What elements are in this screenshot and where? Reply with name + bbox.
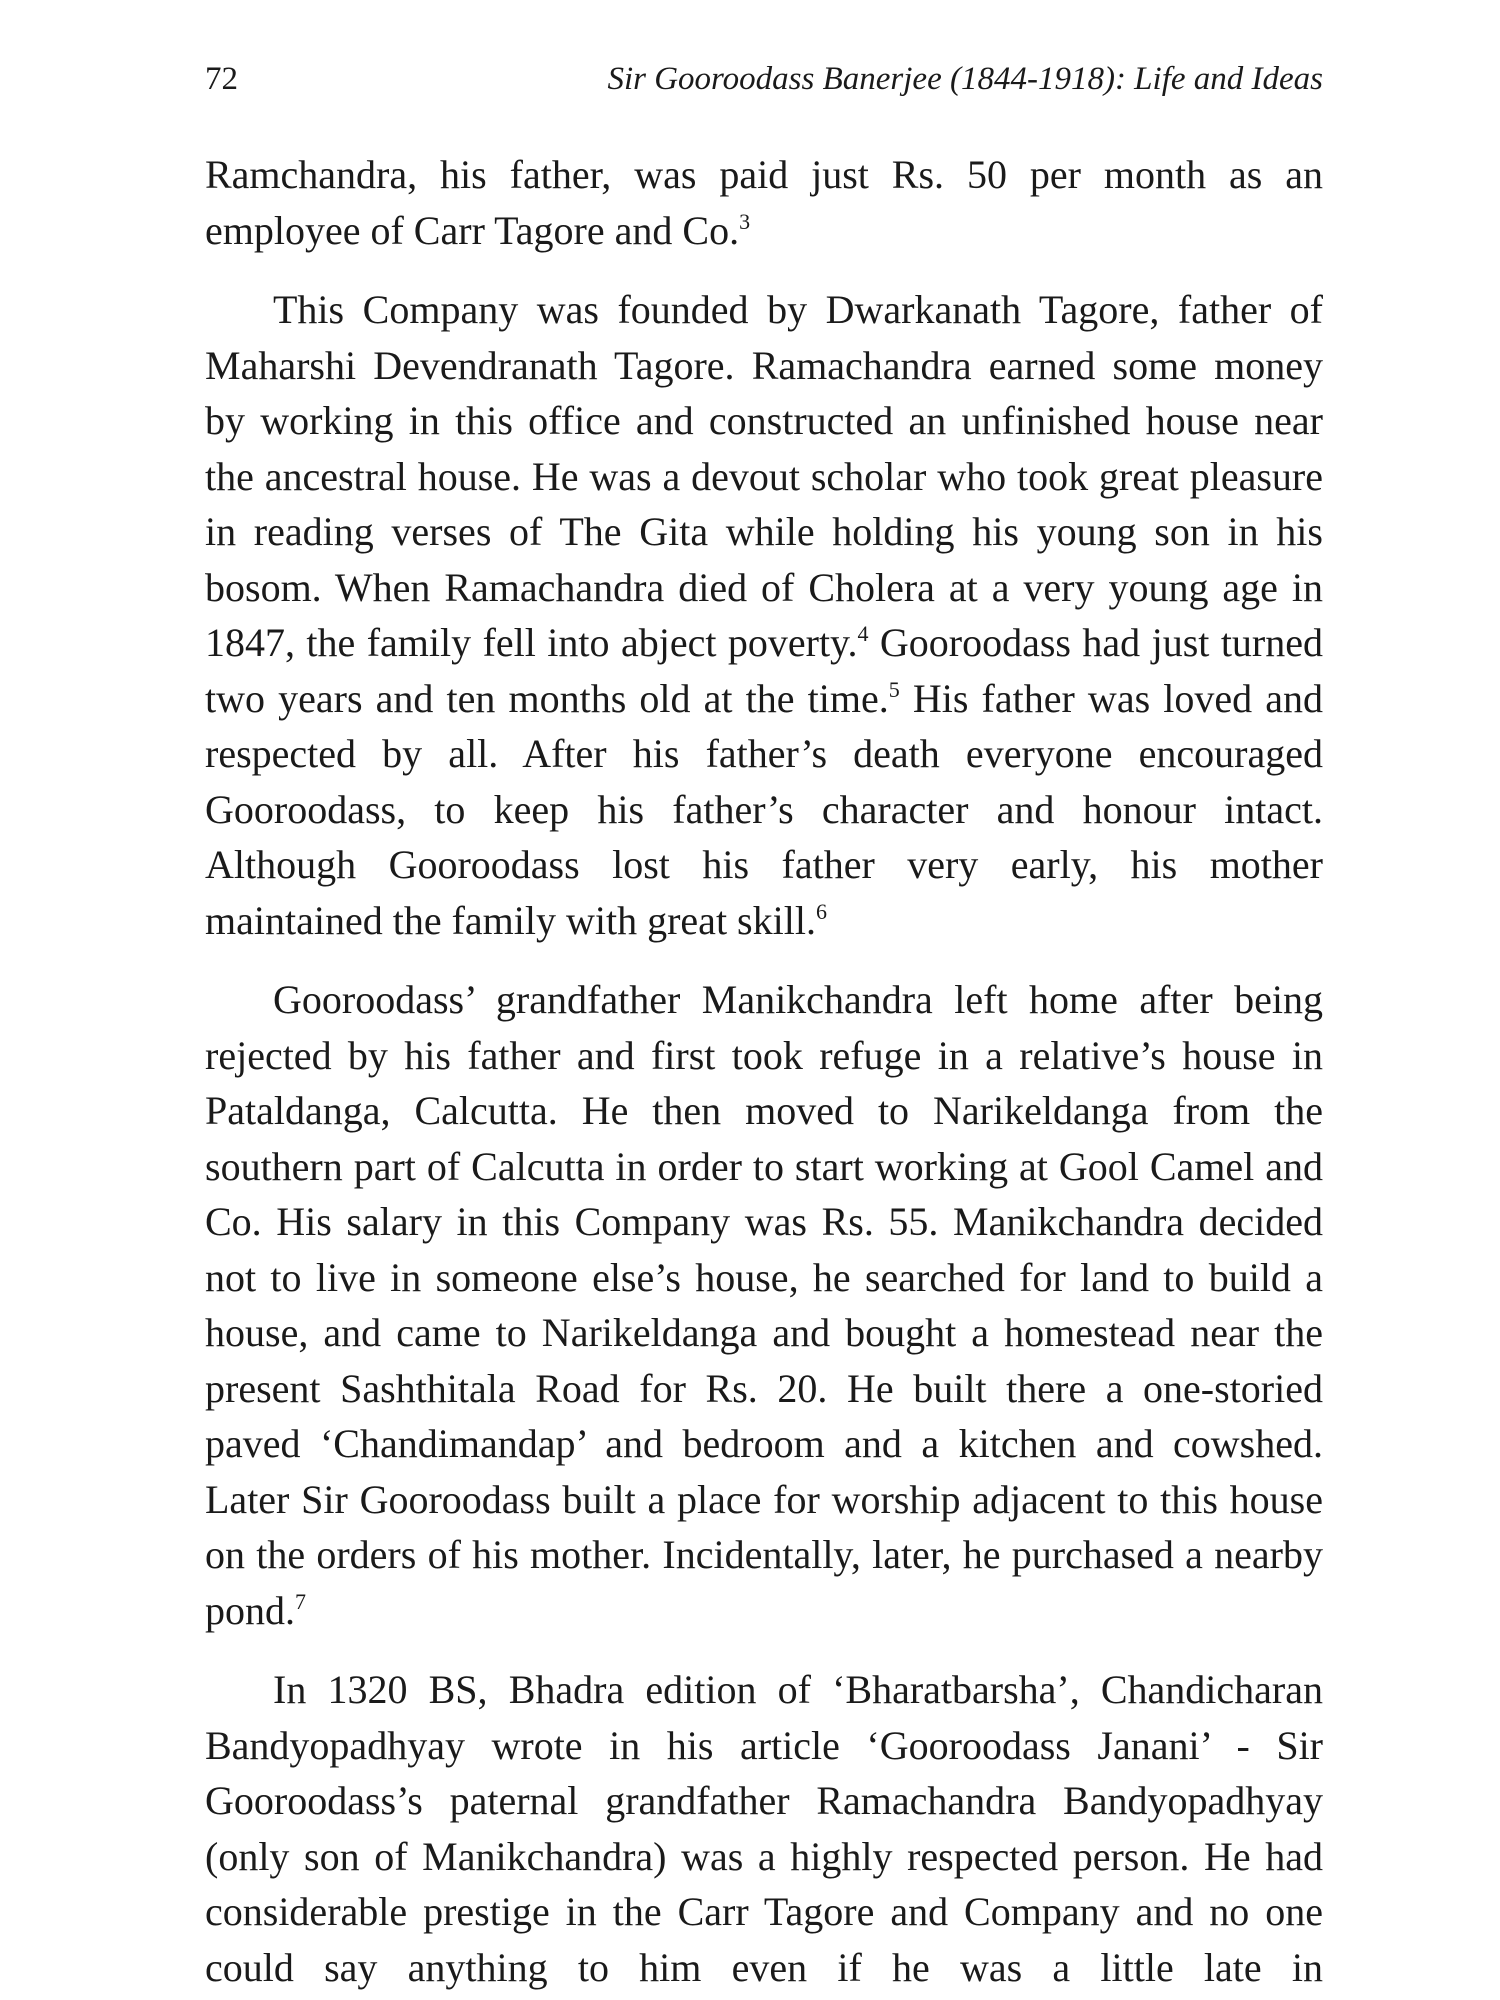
footnote-ref-4: 4: [857, 621, 869, 646]
body-text: [205, 147, 1323, 1995]
paragraph-3-text: Gooroodass’ grandfather Manikchandra left home after being rejected by his father and first took refuge in a relative’s house in Pataldanga, Calcutta. He then moved to Narikeldanga from the southern part of Calcutta in order to start working at Gool Camel and Co. His salary in this Company was Rs. 55. Manikchandra decided not to live in someone else’s house, he searched for land to build a house, and came to Narikeldanga and bought a homestead near the present Sashthitala Road for Rs. 20. He built there a one-storied paved ‘Chandimandap’ and bedroom and a kitchen and cowshed. Later Sir Gooroodass built a place for worship adjacent to this house on the orders of his mother. Incidentally, later, he purchased a nearby pond.: [205, 977, 1323, 1633]
footnote-ref-7: 7: [295, 1588, 306, 1614]
running-title: Sir Gooroodass Banerjee (1844-1918): Life and Ideas: [607, 61, 1323, 97]
footnote-ref-5: 5: [888, 676, 900, 702]
paragraph-4: [205, 1662, 1323, 1995]
footnote-ref-3: 3: [739, 208, 751, 234]
paragraph-1-text: Ramchandra, his father, was paid just Rs. 50 per month as an employee of Carr Tagore and Co.: [205, 152, 1323, 253]
paragraph-2: [205, 282, 1323, 948]
paragraph-2-text-c: His father was loved and respected by all. After his father’s death everyone encouraged Gooroodass, to keep his father’s character and honour intact. Although Gooroodass lost his father very early, his mother maintained the family with great skill.: [205, 675, 1324, 943]
paragraph-4-text: In 1320 BS, Bhadra edition of ‘Bharatbarsha’, Chandicharan Bandyopadhyay wrote in his article ‘Gooroodass Janani’ - Sir Gooroodass’s paternal grandfather Ramachandra Bandyopadhyay (only son of Manikchandra) was a highly respected person. He had considerable prestige in the Carr Tagore and Company and no one could say anything to him even if he was a little late in: [205, 1667, 1323, 1990]
footnote-ref-6: 6: [815, 898, 827, 924]
paragraph-3: [205, 972, 1323, 1638]
page-number: 72: [205, 61, 238, 97]
paragraph-2-text-b: Gooroodass had just turned two years and ten months old at the time.: [205, 620, 1324, 721]
paragraph-1: [205, 147, 1323, 258]
paragraph-2-text-a: This Company was founded by Dwarkanath Tagore, father of Maharshi Devendranath Tagore. Ramachandra earned some money by working in this office and constructed an unfinished house near the ancestral house. He was a devout scholar who took great pleasure in reading verses of The Gita while holding his young son in his bosom. When Ramachandra died of Cholera at a very young age in 1847, the family fell into abject poverty.: [205, 287, 1323, 665]
running-head: [205, 54, 1323, 104]
